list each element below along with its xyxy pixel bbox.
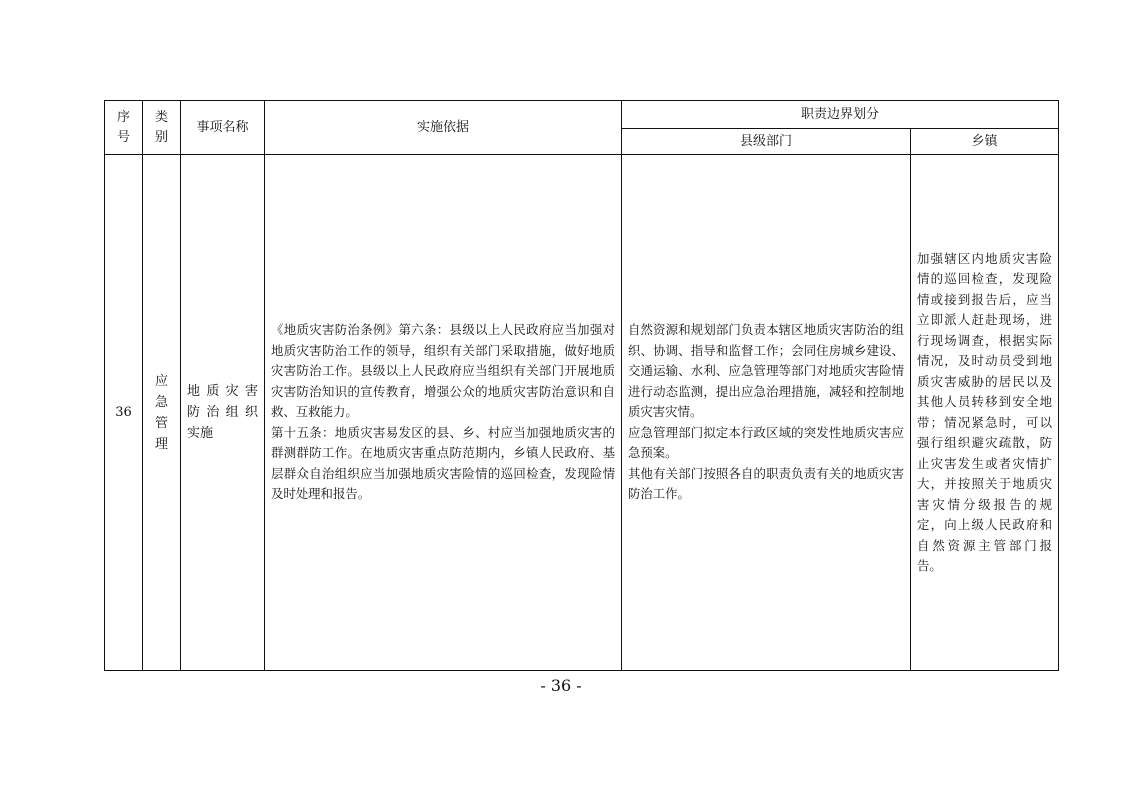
row-basis-paragraph-1: 《地质灾害防治条例》第六条：县级以上人民政府应当加强对地质灾害防治工作的领导，组织有关部门采取措施，做好地质灾害防治工作。县级以上人民政府应当组织有关部门开展地质灾害防治知识的宣传教育，增强公众的地质灾害防治意识和自救、互救能力。 — [271, 322, 615, 420]
page-number: - 36 - — [540, 676, 582, 695]
row-category-char-2: 急 — [154, 394, 168, 410]
responsibility-table — [104, 100, 1059, 671]
row-basis — [265, 155, 622, 671]
row-basis-paragraph-2: 第十五条：地质灾害易发区的县、乡、村应当加强地质灾害的群测群防工作。在地质灾害重点防范期内，乡镇人民政府、基层群众自治组织应当加强地质灾害险情的巡回检查，发现险情及时处理和报告。 — [271, 424, 615, 502]
row-county-paragraph-2: 应急管理部门拟定本行政区域的突发性地质灾害应急预案。 — [628, 424, 904, 461]
row-item-name-line-2: 防治组织 — [187, 405, 258, 420]
table-row — [105, 155, 1059, 671]
row-category-char-4: 理 — [154, 436, 168, 452]
row-item-name-line-1: 地质灾害 — [187, 384, 258, 399]
row-county-paragraph-1: 自然资源和规划部门负责本辖区地质灾害防治的组织、协调、指导和监督工作；会同住房城乡建设、交通运输、水利、应急管理等部门对地质灾害险情进行动态监测，提出应急治理措施，减轻和控制地质灾害灾情。 — [628, 322, 904, 420]
header-category-char-1: 类 — [154, 109, 168, 125]
header-item-name: 事项名称 — [181, 101, 265, 155]
row-township: 加强辖区内地质灾害险情的巡回检查，发现险情或接到报告后，应当立即派人赶赴现场，进行现场调查，根据实际情况，及时动员受到地质灾害威胁的居民以及其他人员转移到安全地带；情况紧急时，可以强行组织避灾疏散，防止灾害发生或者灾情扩大，并按照关于地质灾害灾情分级报告的规定，向上级人民政府和自然资源主管部门报告。 — [911, 155, 1059, 671]
row-county — [622, 155, 911, 671]
header-responsibility: 职责边界划分 — [622, 101, 1059, 129]
header-county: 县级部门 — [622, 129, 911, 155]
header-basis: 实施依据 — [265, 101, 622, 155]
header-township: 乡镇 — [911, 129, 1059, 155]
header-row-1 — [105, 101, 1059, 129]
header-seq-char-1: 序 — [116, 109, 130, 125]
header-seq — [105, 101, 143, 155]
header-category — [143, 101, 181, 155]
row-seq: 36 — [105, 155, 143, 671]
row-category-char-1: 应 — [154, 373, 168, 389]
row-item-name — [181, 155, 265, 671]
row-category — [143, 155, 181, 671]
header-seq-char-2: 号 — [116, 129, 130, 145]
row-county-paragraph-3: 其他有关部门按照各自的职责负责有关的地质灾害防治工作。 — [628, 465, 904, 502]
row-category-char-3: 管 — [154, 415, 168, 431]
header-category-char-2: 别 — [154, 129, 168, 145]
row-item-name-line-3: 实施 — [187, 426, 214, 441]
